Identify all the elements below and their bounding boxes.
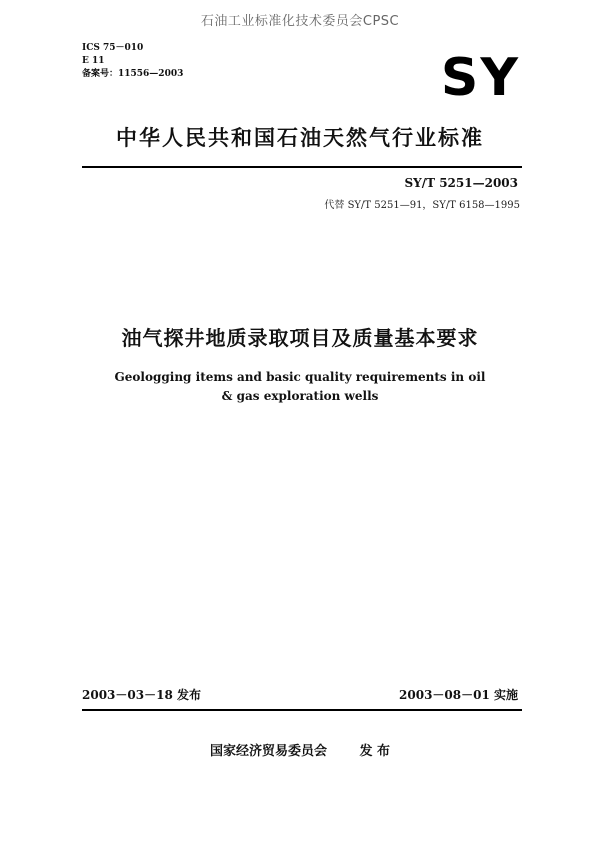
category-code: E 11 xyxy=(82,56,105,66)
title-en-line-1: Geologging items and basic quality requirements in oil xyxy=(114,370,486,384)
top-divider xyxy=(82,166,522,168)
classification-block xyxy=(82,42,183,81)
ics-code: ICS 75－010 xyxy=(82,43,144,53)
document-title-cn: 油气探井地质录取项目及质量基本要求 xyxy=(121,326,479,350)
issue-date: 2003－03－18 发布 xyxy=(82,688,201,702)
issuer-name: 国家经济贸易委员会 xyxy=(209,744,327,759)
standard-number: SY/T 5251—2003 xyxy=(404,176,518,190)
document-title-en xyxy=(0,368,600,406)
implement-date: 2003－08－01 实施 xyxy=(399,688,518,702)
record-number: 备案号：11556—2003 xyxy=(82,69,184,79)
title-en-line-2: & gas exploration wells xyxy=(221,389,379,403)
bottom-divider xyxy=(82,709,522,711)
replaces-note: 代替 SY/T 5251—91，SY/T 6158—1995 xyxy=(324,200,520,211)
issuer-line xyxy=(0,740,600,759)
standard-category-title: 中华人民共和国石油天然气行业标准 xyxy=(116,126,484,150)
issue-word: 发 布 xyxy=(359,744,391,759)
sy-logo: SY xyxy=(440,48,520,108)
watermark-text: 石油工业标准化技术委员会CPSC xyxy=(200,14,400,29)
